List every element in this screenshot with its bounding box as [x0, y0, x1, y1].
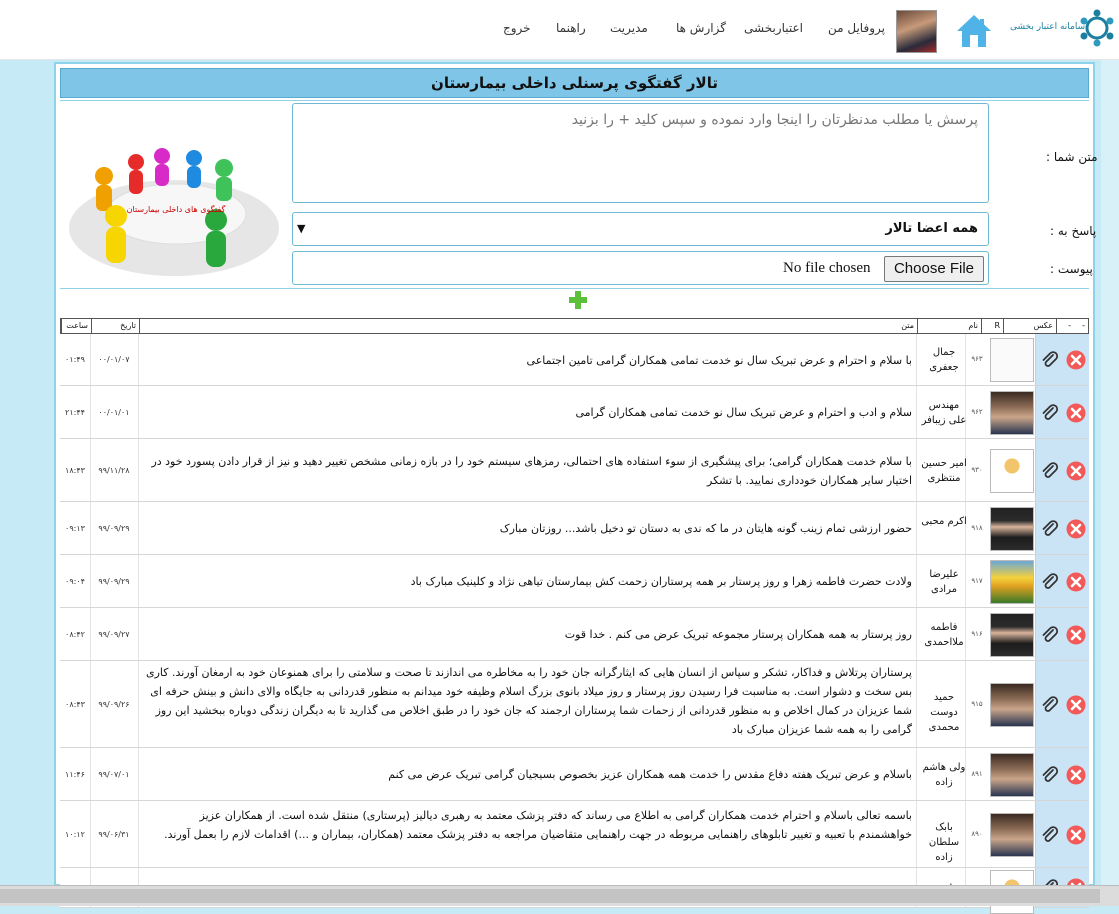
app-logo[interactable]	[1010, 9, 1116, 51]
divider	[60, 288, 1089, 289]
member-name: فاطمه ملااحمدی	[924, 622, 964, 648]
member-photo	[990, 391, 1034, 435]
row-actions	[1035, 608, 1089, 660]
nav-logout[interactable]: خروج	[503, 21, 531, 35]
message-label: متن شما :	[1046, 150, 1098, 164]
nav-accreditation[interactable]: اعتباربخشی	[744, 21, 803, 35]
member-name: امیر حسین منتظری	[921, 458, 967, 484]
post-text: باسمه تعالی باسلام و احترام خدمت همکاران گرامی به اطلاع می رساند که دفتر پزشک معتمد به رهبری دیالیز (پرستاری) منتقل شده است. از همکاران عزیز خواهشمندم با تعبیه و تغییر تابلوهای راهنمایی مربوطه در جهت راهنمایی متقاضیان مراجعه به دفتر پزشک معتمد (همکاران، بیماران و ...) اقدامات لازم را بعمل آورند.	[164, 809, 912, 841]
post-date: ۹۹/۰۷/۰۱	[98, 770, 130, 779]
post-time: ۰۹:۱۳	[65, 524, 85, 533]
horizontal-scrollbar[interactable]	[0, 885, 1119, 906]
attachment-icon[interactable]	[1040, 765, 1060, 785]
column-divider	[916, 555, 917, 607]
post-text: روز پرستار به همه همکاران پرستار مجموعه تبریک عرض می کنم . خدا قوت	[564, 628, 912, 641]
delete-icon[interactable]	[1066, 461, 1086, 481]
column-divider	[916, 386, 917, 438]
attachment-label: پیوست :	[1050, 262, 1093, 276]
post-date: ۰۰/۰۱/۰۱	[98, 408, 130, 417]
post-id: ۹۱۷	[971, 577, 983, 585]
column-divider	[916, 502, 917, 554]
column-divider	[138, 661, 139, 747]
row-actions	[1035, 439, 1089, 501]
header-r: R	[981, 319, 1003, 333]
row-actions	[1035, 502, 1089, 554]
svg-text:گفتگوی های داخلی بیمارستان: گفتگوی های داخلی بیمارستان	[126, 205, 226, 214]
post-text: حضور ارزشی تمام زینب گونه هایتان در ما که ندی به دستان تو دخیل باشد... روزتان مبارک	[499, 522, 912, 535]
delete-icon[interactable]	[1066, 572, 1086, 592]
logo-text: سامانه اعتبار بخشی	[1010, 22, 1086, 32]
column-divider	[138, 439, 139, 501]
member-name: بابک سلطان زاده	[928, 822, 960, 863]
member-name: مهندس علی زیبافر	[921, 400, 967, 426]
nav-help[interactable]: راهنما	[556, 21, 586, 35]
message-input[interactable]	[292, 103, 989, 203]
row-actions	[1035, 386, 1089, 438]
table-row	[60, 661, 1089, 748]
dropdown-arrow-icon: ▼	[297, 222, 306, 235]
row-actions	[1035, 801, 1089, 867]
delete-icon[interactable]	[1066, 625, 1086, 645]
post-id: ۹۱۸	[971, 524, 983, 532]
table-row	[60, 502, 1089, 555]
header-time: ساعت	[61, 319, 91, 333]
post-time: ۰۹:۰۴	[65, 577, 85, 586]
reply-to-select[interactable]	[292, 212, 989, 246]
row-actions	[1035, 748, 1089, 800]
post-text: پرستاران پرتلاش و فداکار، تشکر و سپاس از انسان هایی که ایثارگرانه جان خود را به مخاطره می اندازند تا صحت و سلامتی را برای همنوعان خود به ارمغان آورند. کاری بس سخت و دشوار است. به مناسبت فرا رسیدن روز پرستار و روز میلاد بانوی بزرگ اسلام وظیفه خود میدانم به منظور قدردانی به جایگاه والای دانش و بینش حرفه ای شما عزیزان در کمال اخلاص و به منظور قدردانی از زحمات شما پرستاران ارجمند که جان خود را در طبق اخلاص می گذارید تا به دیگران زندگی دوباره ببخشید این روز گرامی را به همه شما عزیزان مبارک باد	[145, 666, 912, 736]
header-name: نام	[917, 319, 981, 333]
column-divider	[916, 801, 917, 867]
post-text: سلام و ادب و احترام و عرض تبریک سال نو خدمت تمامی همکاران گرامی	[575, 406, 912, 419]
nav-my-profile[interactable]: پروفایل من	[828, 21, 885, 35]
delete-icon[interactable]	[1066, 350, 1086, 370]
post-time: ۰۸:۴۲	[65, 630, 85, 639]
member-photo	[990, 753, 1034, 797]
attachment-icon[interactable]	[1040, 403, 1060, 423]
header-dash: -	[1082, 321, 1085, 330]
nav-reports[interactable]: گزارش ها	[676, 21, 726, 35]
vertical-scrollbar-track[interactable]	[1101, 60, 1119, 906]
member-photo	[990, 683, 1034, 727]
divider	[60, 100, 1089, 101]
reply-to-label: پاسخ به :	[1050, 224, 1097, 238]
table-row	[60, 801, 1089, 868]
member-name: جمال جعفری	[929, 347, 959, 373]
delete-icon[interactable]	[1066, 519, 1086, 539]
post-date: ۰۰/۰۱/۰۷	[98, 355, 130, 364]
table-row	[60, 334, 1089, 386]
post-date: ۹۹/۰۹/۲۶	[98, 700, 130, 709]
header-photo: عکس	[1003, 319, 1056, 333]
table-row	[60, 608, 1089, 661]
table-row	[60, 748, 1089, 801]
post-time: ۲۱:۴۴	[65, 408, 85, 417]
scrollbar-thumb[interactable]	[0, 889, 1100, 903]
post-time: ۰۱:۴۹	[65, 355, 85, 364]
post-id: ۸۹۱	[971, 770, 983, 778]
delete-icon[interactable]	[1066, 765, 1086, 785]
add-post-button[interactable]	[568, 290, 588, 310]
header-date: تاریخ	[91, 319, 139, 333]
header-text: متن	[139, 319, 917, 333]
member-photo	[990, 613, 1034, 657]
table-row	[60, 555, 1089, 608]
home-icon[interactable]	[955, 12, 993, 50]
delete-icon[interactable]	[1066, 403, 1086, 423]
member-name: ولی هاشم زاده	[922, 762, 966, 788]
column-divider	[138, 334, 139, 385]
reply-to-value: همه اعضا تالار	[885, 221, 978, 236]
post-id: ۹۱۶	[971, 630, 983, 638]
top-navbar	[0, 0, 1119, 60]
nav-management[interactable]: مدیریت	[610, 21, 648, 35]
column-divider	[916, 608, 917, 660]
post-text: ولادت حضرت فاطمه زهرا و روز پرستار بر همه پرستاران زحمت کش بیمارستان تیاهی نژاد و کلینیک مبارک باد	[410, 575, 912, 588]
post-text: با سلام و احترام و عرض تبریک سال نو خدمت تمامی همکاران گرامی تامین اجتماعی	[526, 354, 912, 367]
column-divider	[916, 748, 917, 800]
delete-icon[interactable]	[1066, 695, 1086, 715]
member-name: اکرم محبی	[921, 516, 967, 527]
member-photo	[990, 813, 1034, 857]
post-text: باسلام و عرض تبریک هفته دفاع مقدس را خدمت همه همکاران عزیز بخصوص بسیجیان گرامی تبریک عرض می کنم	[388, 768, 912, 781]
member-name: علیرضا مرادی	[929, 569, 959, 595]
delete-icon[interactable]	[1066, 825, 1086, 845]
attachment-icon[interactable]	[1040, 461, 1060, 481]
post-time: ۰۸:۴۳	[65, 700, 85, 709]
attachment-icon[interactable]	[1040, 825, 1060, 845]
post-time: ۱۰:۱۲	[65, 830, 85, 839]
column-divider	[138, 502, 139, 554]
post-date: ۹۹/۰۶/۳۱	[98, 830, 130, 839]
column-divider	[138, 386, 139, 438]
post-time: ۱۸:۴۳	[65, 466, 85, 475]
forum-title: تالار گفتگوی پرسنلی داخلی بیمارستان	[60, 68, 1089, 98]
post-id: ۹۶۳	[971, 355, 983, 363]
member-photo	[990, 338, 1034, 382]
member-photo	[990, 560, 1034, 604]
column-divider	[138, 748, 139, 800]
post-id: ۸۹۰	[971, 830, 983, 838]
file-status: No file chosen	[783, 260, 871, 276]
attachment-icon[interactable]	[1040, 519, 1060, 539]
row-actions	[1035, 334, 1089, 385]
column-divider	[916, 661, 917, 747]
choose-file-button[interactable]: Choose File	[884, 256, 984, 282]
member-photo	[990, 449, 1034, 493]
post-time: ۱۱:۴۶	[65, 770, 85, 779]
forum-panel	[54, 62, 1098, 886]
attachment-field	[292, 251, 989, 285]
attachment-icon[interactable]	[1040, 625, 1060, 645]
member-name: حمید دوست محمدی	[928, 692, 960, 733]
column-divider	[916, 439, 917, 501]
table-row	[60, 386, 1089, 439]
column-divider	[138, 608, 139, 660]
row-actions	[1035, 555, 1089, 607]
column-divider	[916, 334, 917, 385]
post-id: ۹۱۵	[971, 700, 983, 708]
table-row	[60, 439, 1089, 502]
post-date: ۹۹/۰۹/۲۷	[98, 630, 130, 639]
post-id: ۹۳۰	[971, 466, 983, 474]
post-date: ۹۹/۰۹/۲۹	[98, 577, 130, 586]
attachment-icon[interactable]	[1040, 695, 1060, 715]
member-photo	[990, 507, 1034, 551]
meeting-illustration	[64, 116, 284, 288]
post-date: ۹۹/۰۹/۲۹	[98, 524, 130, 533]
column-divider	[138, 801, 139, 867]
table-header	[60, 318, 1089, 334]
post-id: ۹۶۲	[971, 408, 983, 416]
row-actions	[1035, 661, 1089, 747]
header-dash: -	[1056, 319, 1074, 333]
post-date: ۹۹/۱۱/۲۸	[98, 466, 130, 475]
column-divider	[138, 555, 139, 607]
attachment-icon[interactable]	[1040, 350, 1060, 370]
post-text: با سلام خدمت همکاران گرامی؛ برای پیشگیری از سوء استفاده های احتمالی، رمزهای سیستم خود را در بازه زمانی مشخص تغییر دهید و نیز از قرار دادن پسورد خود در اختیار سایر همکاران خودداری نمایید. با تشکر	[151, 455, 912, 487]
user-avatar[interactable]	[896, 10, 937, 53]
attachment-icon[interactable]	[1040, 572, 1060, 592]
